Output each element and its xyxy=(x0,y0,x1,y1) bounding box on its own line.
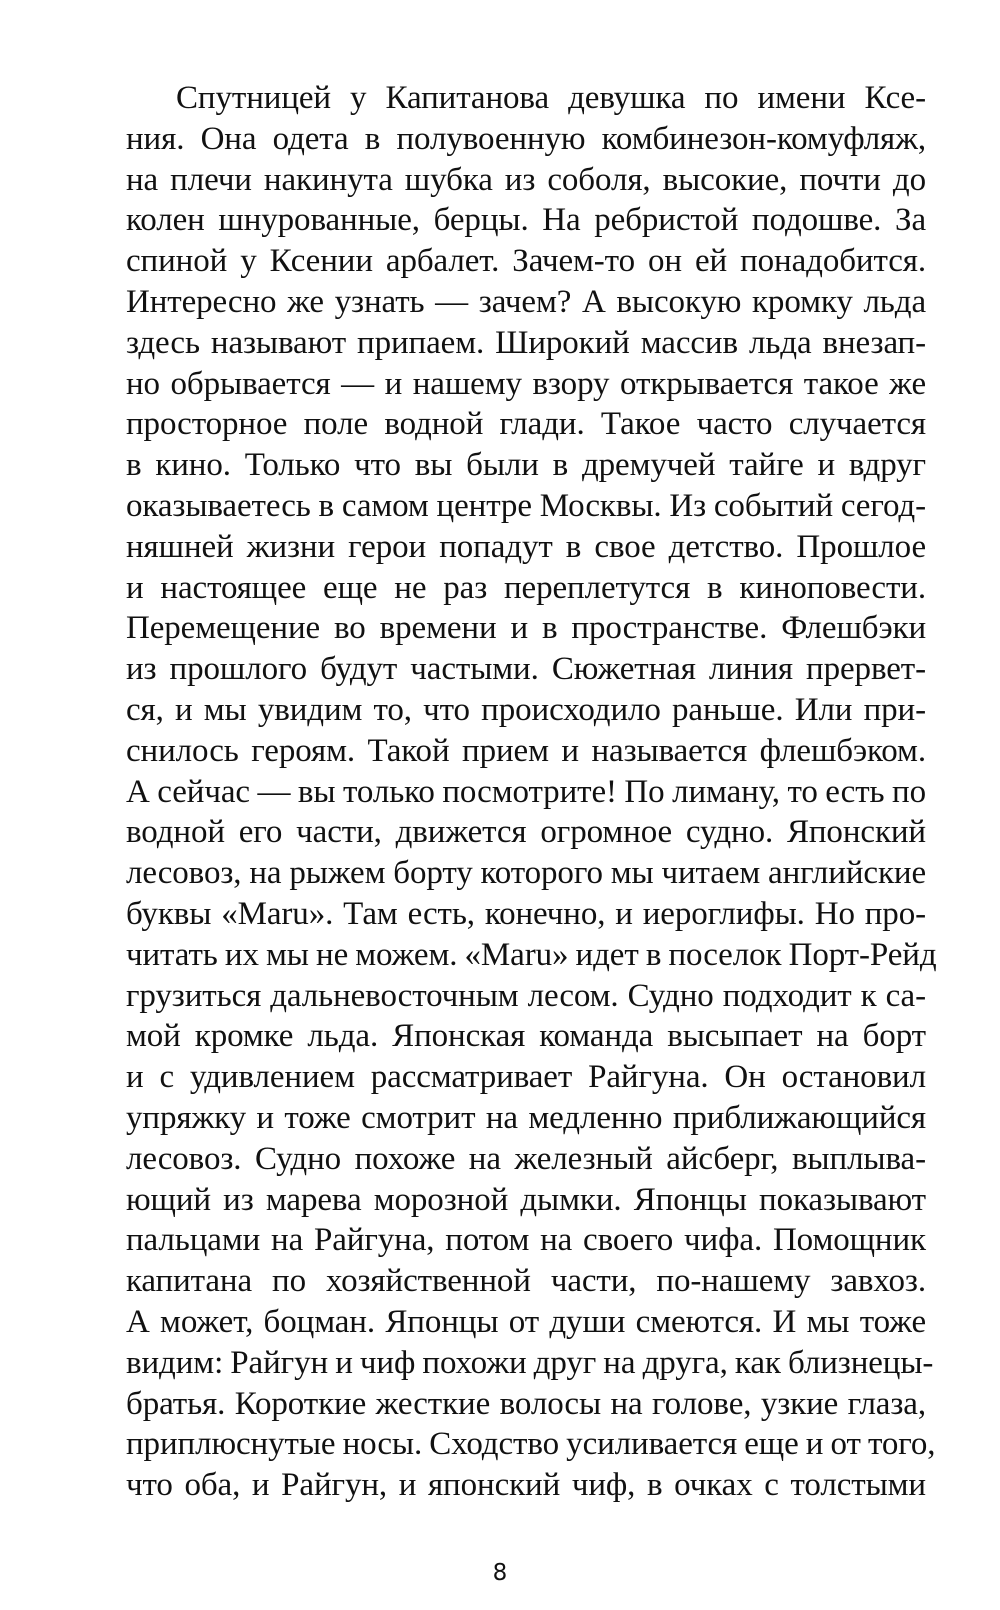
text-line: здесь называют припаем. Широкий массив льда внезап- xyxy=(126,324,926,361)
text-line: водной его части, движется огромное судно. Японский xyxy=(126,814,926,851)
text-line: на плечи накинута шубка из соболя, высокие, почти до xyxy=(126,161,926,198)
body-text xyxy=(126,78,937,1506)
text-line: колен шнурованные, берцы. На ребристой подошве. За xyxy=(126,202,926,239)
text-line: пальцами на Райгуна, потом на своего чифа. Помощник xyxy=(126,1222,926,1259)
text-line: снилось героям. Такой прием и называется флешбэком. xyxy=(126,732,926,769)
text-line: Интересно же узнать — зачем? А высокую кромку льда xyxy=(126,283,926,320)
text-line: ющий из марева морозной дымки. Японцы показывают xyxy=(126,1181,926,1218)
text-line: грузиться дальневосточным лесом. Судно подходит к са- xyxy=(126,977,926,1014)
text-line: упряжку и тоже смотрит на медленно приближающийся xyxy=(126,1099,926,1136)
text-line: и с удивлением рассматривает Райгуна. Он остановил xyxy=(126,1059,926,1096)
page-number: 8 xyxy=(492,1560,508,1586)
text-line: просторное поле водной глади. Такое часто случается xyxy=(126,406,926,443)
text-line: А сейчас — вы только посмотрите! По лиману, то есть по xyxy=(126,773,926,810)
text-line: видим: Райгун и чиф похожи друг на друга, как близнецы- xyxy=(126,1344,934,1381)
text-line: буквы «Maru». Там есть, конечно, и иероглифы. Но про- xyxy=(126,895,926,932)
text-line: приплюснутые носы. Сходство усиливается еще и от того, xyxy=(126,1426,936,1463)
text-line: капитана по хозяйственной части, по-нашему завхоз. xyxy=(126,1263,926,1300)
text-line: оказываетесь в самом центре Москвы. Из событий сегод- xyxy=(126,487,926,524)
text-line: братья. Короткие жесткие волосы на голове, узкие глаза, xyxy=(126,1385,926,1422)
text-line: в кино. Только что вы были в дремучей тайге и вдруг xyxy=(126,447,926,484)
text-line: Спутницей у Капитанова девушка по имени Ксе- xyxy=(176,80,926,116)
text-line: читать их мы не можем. «Maru» идет в поселок Порт-Рейд xyxy=(126,936,937,973)
text-line: мой кромке льда. Японская команда высыпает на борт xyxy=(126,1018,926,1055)
text-line: няшней жизни герои попадут в свое детство. Прошлое xyxy=(126,528,926,565)
text-line: лесовоз. Судно похоже на железный айсберг, выплыва- xyxy=(126,1140,926,1177)
text-line: ния. Она одета в полувоенную комбинезон-комуфляж, xyxy=(126,120,926,157)
text-line: что оба, и Райгун, и японский чиф, в очках с толстыми xyxy=(126,1467,926,1504)
text-line: А может, боцман. Японцы от души смеются. И мы тоже xyxy=(126,1303,926,1340)
text-line: ся, и мы увидим то, что происходило раньше. Или при- xyxy=(126,691,926,728)
text-line: из прошлого будут частыми. Сюжетная линия прервет- xyxy=(126,651,926,688)
text-line: и настоящее еще не раз переплетутся в киноповести. xyxy=(126,569,926,606)
text-line: лесовоз, на рыжем борту которого мы читаем английские xyxy=(126,855,926,892)
text-line: Перемещение во времени и в пространстве. Флешбэки xyxy=(126,610,926,647)
text-line: но обрывается — и нашему взору открывается такое же xyxy=(126,365,926,402)
text-line: спиной у Ксении арбалет. Зачем-то он ей понадобится. xyxy=(126,243,926,280)
